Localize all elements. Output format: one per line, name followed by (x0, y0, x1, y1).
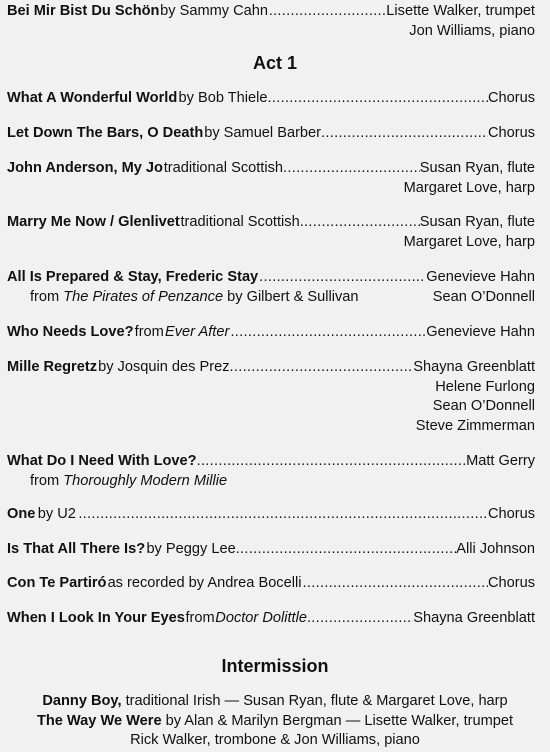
leader-dots (321, 124, 488, 144)
performer: Steve Zimmerman (415, 417, 535, 434)
song-title: All Is Prepared & Stay, Frederic Stay (7, 269, 259, 285)
song-composer: by Bob Thiele (178, 90, 268, 106)
song-composer: traditional Scottish (180, 214, 300, 230)
intermission-detail: by Alan & Marilyn Bergman — Lisette Walker, trumpet (165, 713, 514, 729)
leader-dots (197, 452, 466, 472)
source-line (7, 288, 535, 308)
source-prefix: from (185, 610, 215, 626)
program-entry (7, 124, 535, 144)
performer: Susan Ryan, flute (419, 214, 535, 230)
source-work: Doctor Dolittle (215, 610, 307, 626)
program-entry (7, 268, 535, 307)
source-work: The Pirates of Penzance (63, 288, 224, 305)
act-1-heading: Act 1 (252, 53, 297, 73)
source-work: Ever After (164, 324, 230, 340)
song-title: What A Wonderful World (7, 90, 178, 106)
song-title: One (7, 506, 36, 522)
leader-dots (236, 540, 457, 560)
leader-dots (268, 89, 488, 109)
leader-dots (300, 213, 420, 233)
program-entry (7, 505, 535, 525)
performer: Helene Furlong (435, 378, 535, 395)
source-prefix: from (30, 472, 60, 489)
performer: Genevieve Hahn (426, 269, 535, 285)
song-composer: by Peggy Lee (146, 541, 236, 557)
performer: Genevieve Hahn (426, 324, 535, 340)
song-title: Let Down The Bars, O Death (7, 125, 204, 141)
leader-dots (78, 505, 488, 525)
song-title: Marry Me Now / Glenlivet (7, 214, 180, 230)
leader-dots (259, 268, 426, 288)
program-entry (7, 159, 535, 198)
performer: Susan Ryan, flute (419, 160, 535, 176)
intermission-heading: Intermission (221, 656, 329, 676)
program-entry (7, 609, 535, 629)
song-composer: by Josquin des Prez (98, 359, 230, 375)
source-prefix: from (30, 288, 60, 305)
song-title: Con Te Partiró (7, 575, 107, 591)
program-entry (7, 540, 535, 560)
performer: Shayna Greenblatt (413, 359, 535, 375)
performer: Alli Johnson (456, 541, 535, 557)
song-title: When I Look In Your Eyes (7, 610, 185, 626)
program-entry (7, 358, 535, 436)
program-entry (7, 452, 535, 491)
song-composer: traditional Scottish (163, 160, 283, 176)
intermission-line: Rick Walker, trombone & Jon Williams, piano (130, 732, 420, 748)
leader-dots (230, 323, 426, 343)
performer: Chorus (487, 90, 535, 106)
source-line (7, 472, 535, 492)
song-title: The Way We Were (36, 713, 162, 729)
song-title: Is That All There Is? (7, 541, 146, 557)
source-work: Thoroughly Modern Millie (63, 472, 228, 489)
source-credit: by Gilbert & Sullivan (227, 288, 359, 305)
performer: Shayna Greenblatt (413, 610, 535, 626)
intermission-line (0, 712, 550, 732)
leader-dots (307, 609, 413, 629)
performer: Chorus (487, 506, 536, 522)
performer: Sean O’Donnell (432, 398, 535, 414)
song-composer: by Samuel Barber (204, 125, 322, 141)
song-composer: by U2 (37, 506, 76, 522)
performer: Margaret Love, harp (403, 179, 535, 196)
program-entry (7, 574, 535, 594)
program-entry (7, 323, 535, 343)
performer: Sean O’Donnell (432, 288, 535, 305)
leader-dots (230, 358, 414, 378)
song-title: Bei Mir Bist Du Schön (7, 3, 160, 19)
intermission-detail: traditional Irish — Susan Ryan, flute & Margaret Love, harp (125, 693, 508, 709)
song-title: John Anderson, My Jo (7, 160, 163, 176)
performer: Margaret Love, harp (403, 233, 535, 250)
performer: Chorus (487, 125, 535, 141)
leader-dots (283, 159, 420, 179)
program-entry (7, 2, 535, 41)
song-title: Mille Regretz (7, 359, 98, 375)
song-composer: by Sammy Cahn (160, 3, 268, 19)
intermission-line (0, 692, 550, 712)
program-entry (7, 213, 535, 252)
source-prefix: from (134, 324, 164, 340)
song-title: Danny Boy, (42, 693, 122, 709)
performer: Jon Williams, piano (409, 22, 535, 39)
song-title: What Do I Need With Love? (7, 453, 197, 469)
performer: Matt Gerry (466, 453, 535, 469)
song-composer: as recorded by Andrea Bocelli (107, 575, 302, 591)
leader-dots (303, 574, 488, 594)
leader-dots (269, 2, 387, 22)
song-title: Who Needs Love? (7, 324, 134, 340)
performer: Lisette Walker, trumpet (386, 3, 535, 19)
program-entry (7, 89, 535, 109)
performer: Chorus (487, 575, 536, 591)
